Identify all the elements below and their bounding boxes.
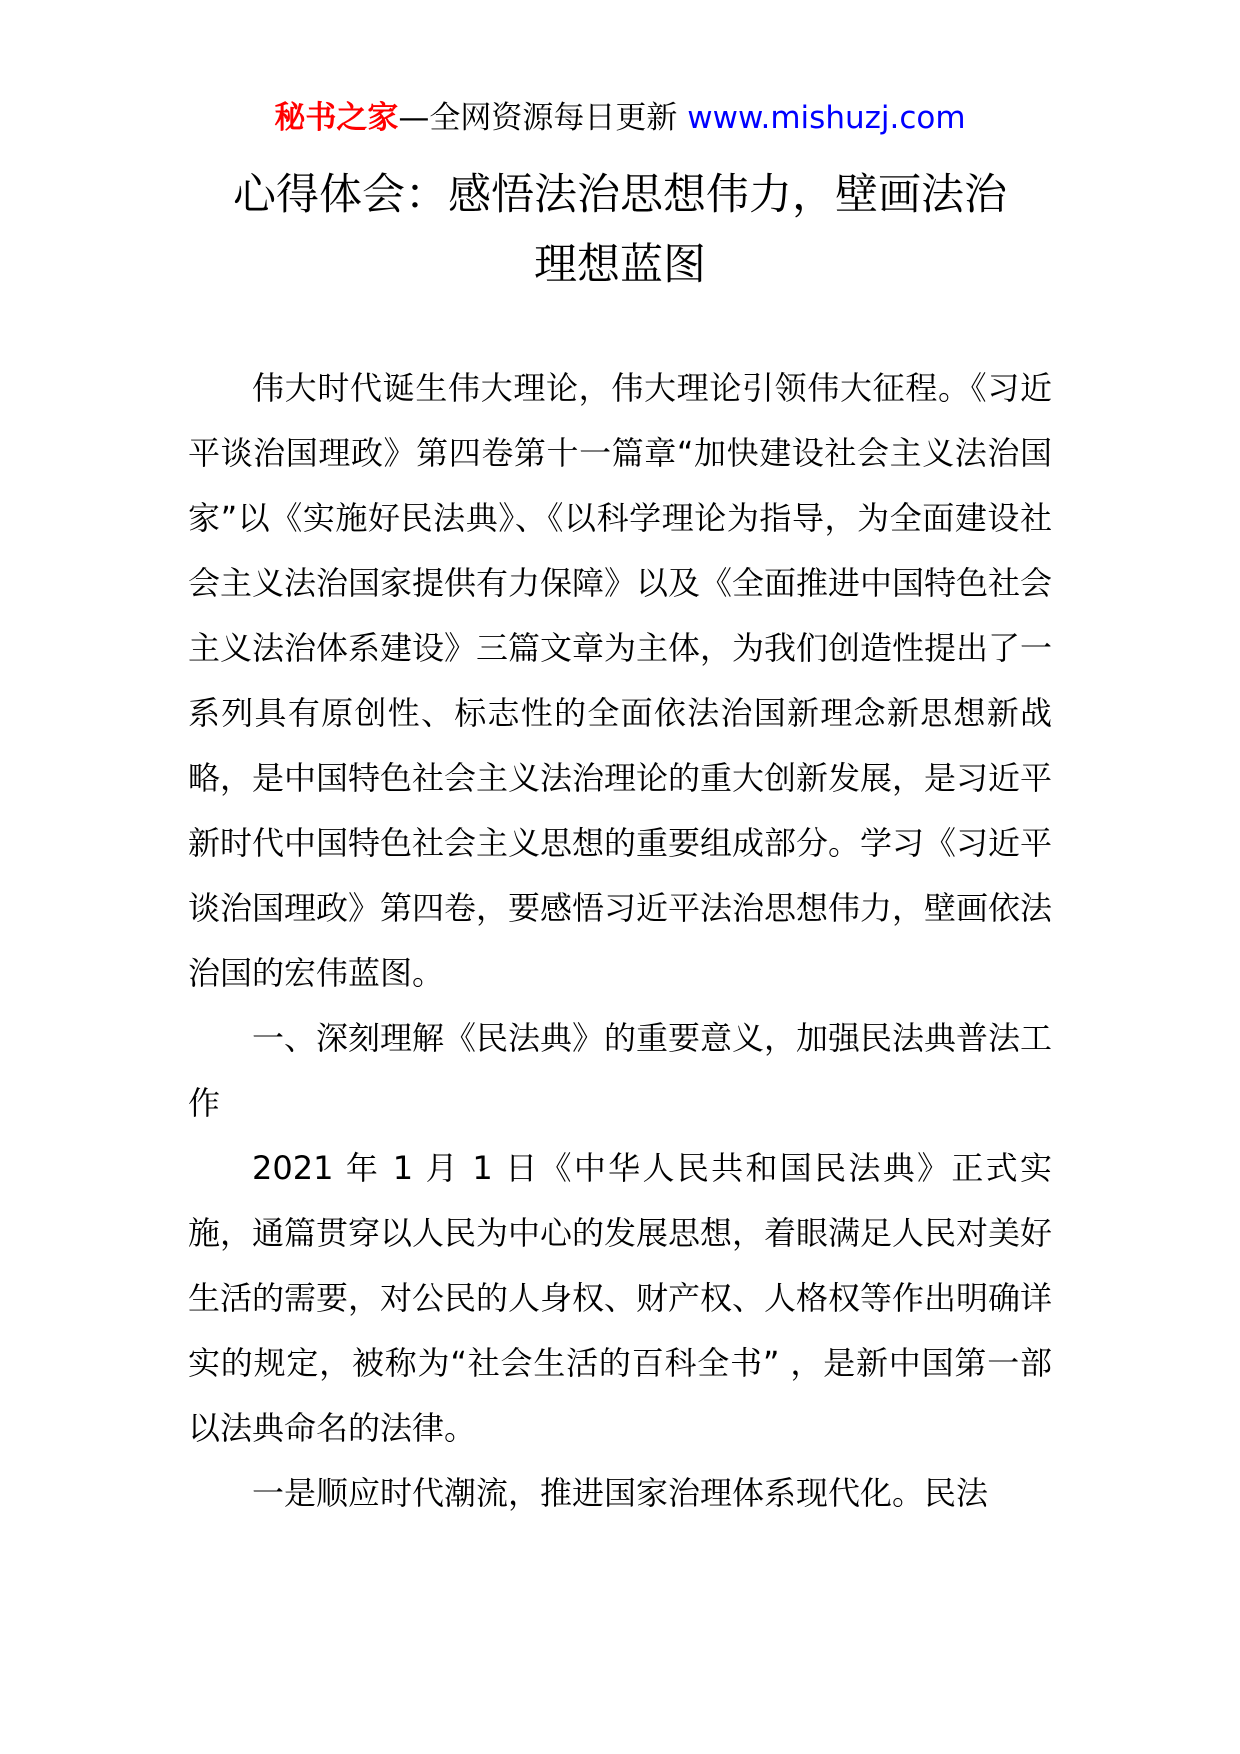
section-heading-1: 一、深刻理解《民法典》的重要意义，加强民法典普法工作 bbox=[188, 1019, 1053, 1122]
intro-paragraph: 伟大时代诞生伟大理论，伟大理论引领伟大征程。《习近平谈治国理政》第四卷第十一篇章“加快建设社会主义法治国家”以《实施好民法典》、《以科学理论为指导，为全面建设社会主义法治国家提供有力保障》以及《全面推进中国特色社会主义法治体系建设》三篇文章为主体，为我们创造性提出了一系列具有原创性、标志性的全面依法治国新理念新思想新战略，是中国特色社会主义法治理论的重大创新发展，是习近平新时代中国特色社会主义思想的重要组成部分。学习《习近平谈治国理政》第四卷，要感悟习近平法治思想伟力，壁画依法治国的宏伟蓝图。 bbox=[188, 369, 1053, 992]
site-url-link[interactable]: www.mishuzj.com bbox=[687, 100, 966, 136]
site-header bbox=[0, 98, 1240, 138]
point-one-paragraph: 一是顺应时代潮流，推进国家治理体系现代化。民法 bbox=[252, 1474, 989, 1512]
title-line-1: 心得体会：感悟法治思想伟力，壁画法治 bbox=[233, 170, 1007, 220]
civil-code-paragraph: 2021 年 1 月 1 日《中华人民共和国民法典》正式实施，通篇贯穿以人民为中心的发展思想，着眼满足人民对美好生活的需要，对公民的人身权、财产权、人格权等作出明确详实的规定，被称为“社会生活的百科全书” ，是新中国第一部以法典命名的法律。 bbox=[188, 1149, 1053, 1447]
title-line-2: 理想蓝图 bbox=[534, 240, 706, 290]
brand-name: 秘书之家 bbox=[274, 100, 399, 136]
document-title bbox=[150, 160, 1090, 300]
header-tagline: —全网资源每日更新 bbox=[398, 100, 688, 136]
document-body bbox=[188, 356, 1052, 1526]
